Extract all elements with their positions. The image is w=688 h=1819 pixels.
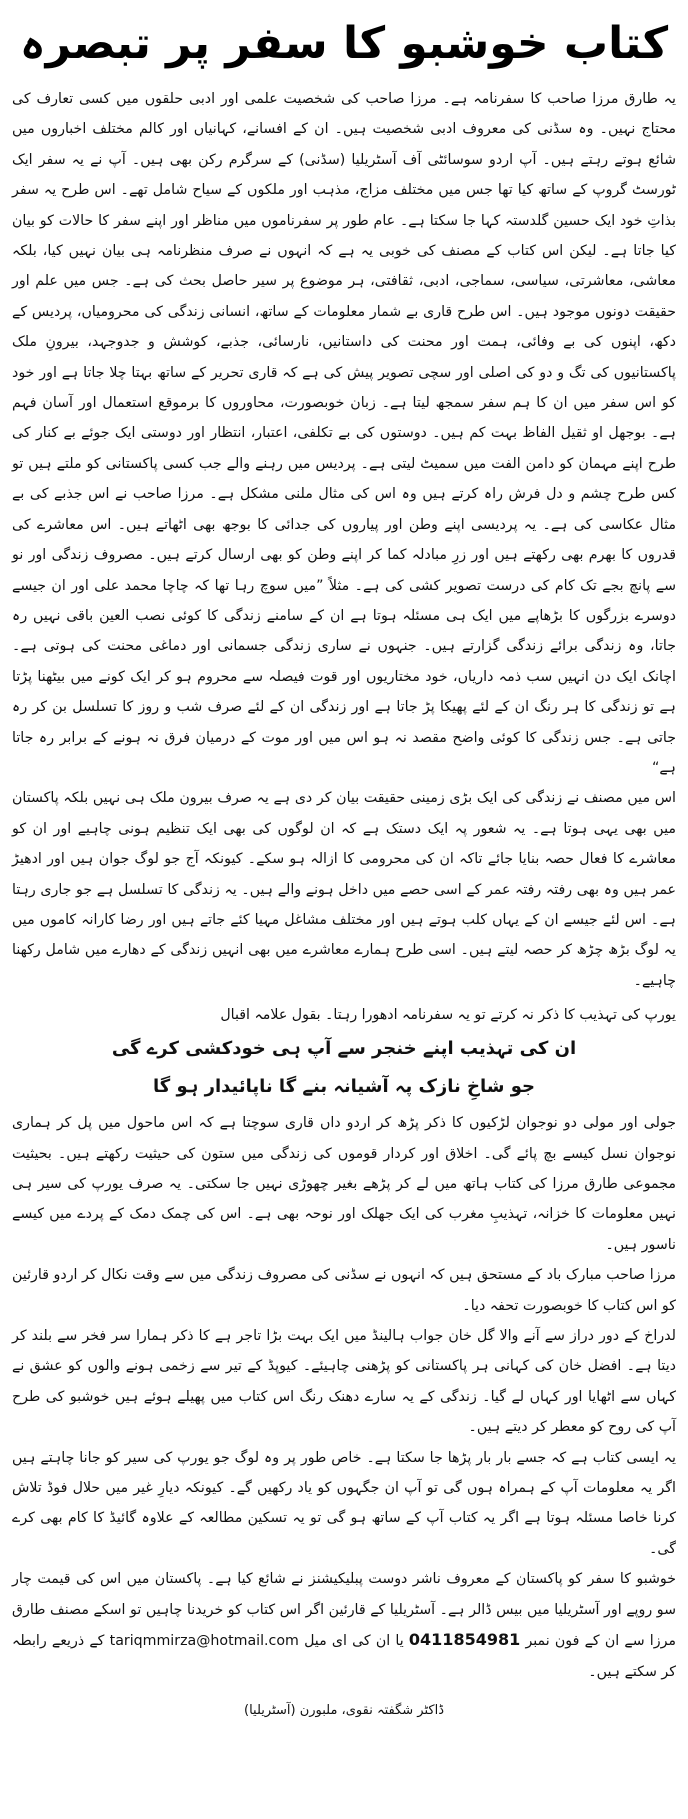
email-prefix: یا ان کی ای میل (304, 1633, 404, 1650)
email-address: tariqmmirza@hotmail.com (109, 1633, 299, 1650)
email-suffix: کے ذریعے رابطہ کر سکتے ہیں۔ (12, 1633, 676, 1680)
paragraph-5: لدراخ کے دور دراز سے آنے والا گل خان جواب ہالینڈ میں ایک بہت بڑا تاجر ہے کا ذکر ہمارا سر فخر سے بلند کر دیتا ہے۔ افضل خان کی کہانی ہر پاکستانی کو پڑھنی چاہیئے۔ کیوپڈ کے تیر سے زخمی ہونے والوں کو عشق نے کہاں سے اٹھایا اور کہاں لے گیا۔ زندگی کے یہ سارے دھنک رنگ اس کتاب میں پھیلے ہوئے ہیں خوشبو کی طرح آپ کی روح کو معطر کر دیتے ہیں۔ (12, 1328, 676, 1436)
paragraph-4: مرزا صاحب مبارک باد کے مستحق ہیں کہ انہوں نے سڈنی کی مصروف زندگی میں سے وقت نکال کر اردو قارئین کو اس کتاب کا خوبصورت تحفہ دیا۔ (12, 1267, 676, 1314)
paragraph-2: اس میں مصنف نے زندگی کی ایک بڑی زمینی حقیقت بیان کر دی ہے یہ صرف بیرون ملک ہی نہیں بلکہ پاکستان میں بھی یہی ہوتا ہے۔ یہ شعور پہ ایک دستک ہے کہ ان لوگوں کی بھی ایک تنظیم ہونی چاہیے اور ان کو معاشرے کا فعال حصہ بنایا جائے تاکہ ان کی محرومی کا ازالہ ہو سکے۔ کیونکہ آج جو لوگ جوان ہیں اور ادھیڑ عمر ہیں وہ بھی رفتہ رفتہ عمر کے اسی حصے میں داخل ہونے والے ہیں۔ یہ زندگی کا تسلسل ہے جو جاری رہتا ہے۔ اس لئے جیسے ان کے یہاں کلب ہوتے ہیں اور مختلف مشاغل مہیا کئے جاتے ہیں اور رضا کارانہ کاموں میں یہ لوگ بڑھ چڑھ کر حصہ لیتے ہیں۔ اسی طرح ہمارے معاشرے میں بھی انہیں زندگی کے دھارے میں شامل رکھنا چاہیے۔ (12, 790, 676, 989)
author-signature: ڈاکٹر شگفتہ نقوی، ملبورن (آسٹریلیا) (244, 1702, 444, 1718)
publisher-text: خوشبو کا سفر کو پاکستان کے معروف ناشر دوست پبلیکیشنز نے شائع کیا ہے۔ پاکستان میں اس کی قیمت چار سو روپے اور آسٹریلیا میں بیس ڈالر ہے۔ آسٹریلیا کے قارئین اگر اس کتاب کو خریدنا چاہیں تو اسکے مصنف طارق مرزا سے ان کے فون نمبر (12, 1571, 677, 1650)
poem-line-2: جو شاخِ نازک پہ آشیانہ بنے گا ناپائیدار ہو گا (153, 1076, 535, 1098)
paragraph-3: جولی اور مولی دو نوجوان لڑکیوں کا ذکر پڑھ کر اردو داں قاری سوچتا ہے کہ اس ماحول میں پل کر ہماری نوجوان نسل کیسے بچ پائے گی۔ اخلاق اور کردار قوموں کی زندگی میں ستون کی حیثیت رکھتے ہیں۔ بحیثیت مجموعی طارق مرزا کی کتاب ہاتھ میں لے کر پڑھے بغیر چھوڑی نہیں جا سکتی۔ یہ صرف یورپ کی سیر ہی نہیں معلومات کا خزانہ، تہذیبِ مغرب کی ایک جھلک اور نوحہ بھی ہے۔ اس کی چمک دمک کے پردے میں کیسے ناسور ہیں۔ (12, 1115, 676, 1253)
paragraph-1: یہ طارق مرزا صاحب کا سفرنامہ ہے۔ مرزا صاحب کی شخصیت علمی اور ادبی حلقوں میں کسی تعارف کی محتاج نہیں۔ وہ سڈنی کی معروف ادبی شخصیت ہیں۔ ان کے افسانے، کہانیاں اور کالم مختلف اخباروں میں شائع ہوتے رہتے ہیں۔ آپ اردو سوسائٹی آف آسٹریلیا (سڈنی) کے سرگرم رکن بھی ہیں۔ آپ نے یہ سفر ایک ٹورسٹ گروپ کے ساتھ کیا تھا جس میں مختلف مزاج، مذہب اور ملکوں کے سیاح شامل تھے۔ اس طرح یہ سفر بذاتِ خود ایک حسین گلدستہ کہا جا سکتا ہے۔ عام طور پر سفرناموں میں مناظر اور اپنے سفر کا حالات کو بیان کیا جاتا ہے۔ لیکن اس کتاب کے مصنف کی خوبی یہ ہے کہ انہوں نے صرف منظرنامہ ہی بیان نہیں کیا، بلکہ معاشی، معاشرتی، سیاسی، سماجی، ادبی، ثقافتی، ہر موضوع پر سیر حاصل بحث کی ہے۔ جس میں علم اور حقیقت دونوں موجود ہیں۔ اس طرح قاری بے شمار معلومات کے ساتھ، انسانی زندگی کی محرومیاں، پردیس کے دکھ، اپنوں کی بے وفائی، ہمت اور محنت کی داستانیں، نارسائی، جذبے، کوشش و جدوجہد، بیرونِ ملک پاکستانیوں کی تگ و دو کی اصلی اور سچی تصویر پیش کی ہے کہ قاری تحریر کے ساتھ بہتا چلا جاتا ہے اور خود کو اس سفر میں ان کا ہم سفر سمجھ لیتا ہے۔ زبان خوبصورت، محاوروں کا برموقع استعمال اور آسان فہم ہے۔ بوجھل او ثقیل الفاظ بہت کم ہیں۔ دوستوں کی بے تکلفی، اعتبار، انتظار اور دوستی ایک جوئے بے کنار کی طرح اپنے مہمان کو دامن الفت میں سمیٹ لیتی ہے۔ پردیس میں رہنے والے جب کسی پاکستانی کو ملتے ہیں تو کس طرح چشم و دل فرش راہ کرتے ہیں وہ اس کی مثال ملنی مشکل ہے۔ مرزا صاحب نے اس جذبے کی بے مثال عکاسی کی ہے۔ یہ پردیسی اپنے وطن اور پیاروں کی جدائی کا بوجھ بھی اٹھاتے ہیں۔ اس معاشرے کی قدروں کا بھرم بھی رکھتے ہیں اور زرِ مبادلہ کما کر اپنے وطن کو بھی ارسال کرتے ہیں۔ مصروف زندگی اور نو سے پانچ بجے تک کام کی درست تصویر کشی کی ہے۔ مثلاً ”میں سوچ رہا تھا کہ چاچا محمد علی اور ان جیسے دوسرے بزرگوں کا بڑھاپے میں ایک ہی مسئلہ ہوتا ہے ان کے سامنے زندگی کا کوئی نصب العین باقی نہیں رہ جاتا، وہ زندگی برائے زندگی گزارتے ہیں۔ جنہوں نے ساری زندگی جسمانی اور دماغی محنت کی ہوتی ہے۔ اچانک ایک دن انہیں سب ذمہ داریاں، خود مختاریوں اور قوت فیصلہ سے محروم ہو کر ایک کونے میں بیٹھنا پڑتا ہے تو زندگی کا ہر رنگ ان کے لئے پھیکا پڑ جاتا ہے اور زندگی ان کے لئے صرف شب و روز کا تسلسل بن کر رہ جاتی ہے۔ جس زندگی کا کوئی واضح مقصد نہ ہو اس میں اور موت کے درمیان فرق نہ ہونے کے برابر رہ جاتا ہے“ (12, 91, 676, 776)
phone-number: 0411854981 (408, 1630, 521, 1650)
article-title: کتاب خوشبو کا سفر پر تبصرہ (19, 18, 669, 69)
paragraph-6: یہ ایسی کتاب ہے کہ جسے بار بار پڑھا جا سکتا ہے۔ خاص طور پر وہ لوگ جو یورپ کی سیر کو جانا چاہتے ہیں اگر یہ معلومات آپ کے ہمراہ ہوں گی تو آپ ان جگہوں کو یاد رکھیں گے۔ کیونکہ دیارِ غیر میں حلال فوڈ تلاش کرنا خاصا مسئلہ ہوتا ہے اگر یہ کتاب آپ کے ساتھ ہو گی تو یہ تسکین مطالعہ کے علاوہ گائیڈ کا کام بھی کرے گی۔ (12, 1449, 676, 1557)
poem-line-1: ان کی تہذیب اپنے خنجر سے آپ ہی خودکشی کرے گی (111, 1038, 577, 1060)
poem-intro: یورپ کی تہذیب کا ذکر نہ کرتے تو یہ سفرنامہ ادھورا رہتا۔ بقول علامہ اقبال (220, 1007, 676, 1024)
paragraph-publisher (12, 1564, 676, 1687)
